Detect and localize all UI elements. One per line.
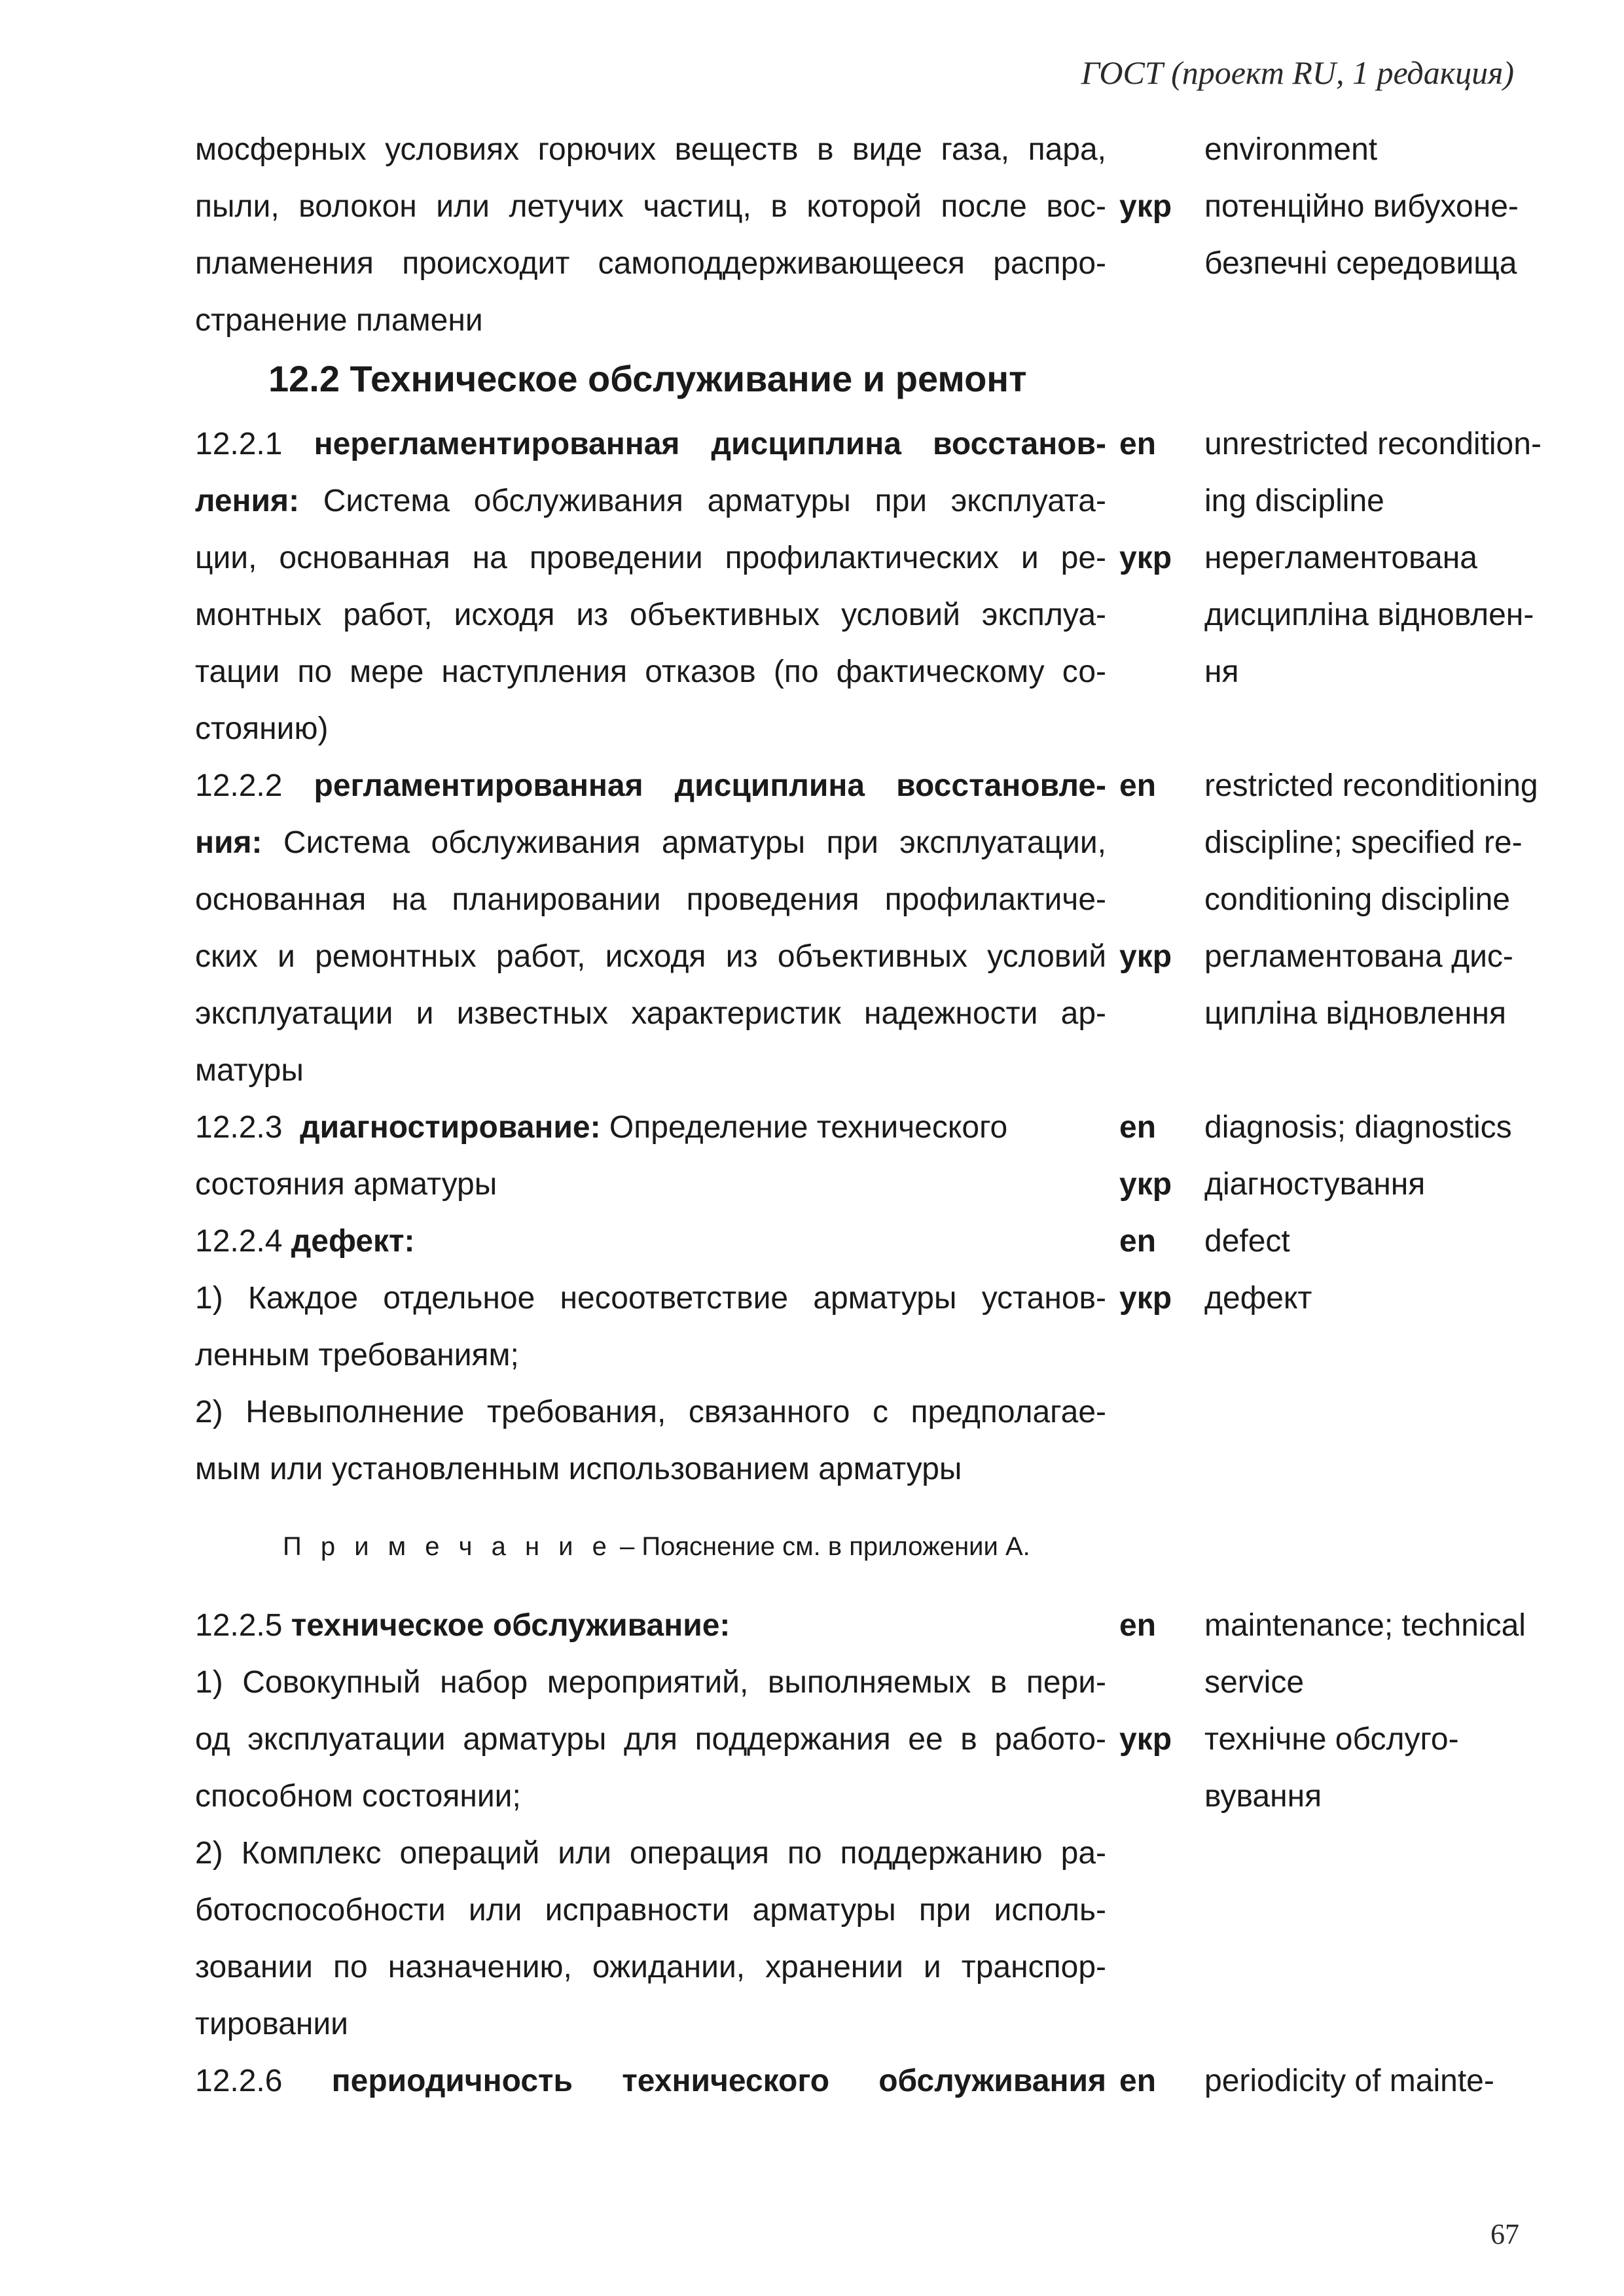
t1-uk-line-1: нерегламентована [1204, 541, 1477, 575]
intro-line-1: мосферных условиях горючих веществ в виде газа, пара, [195, 132, 1106, 167]
intro-line-3: пламенения происходит самоподдерживающееся распро- [195, 246, 1106, 281]
t1-en-line-1: unrestricted recondition- [1204, 427, 1542, 461]
t2-line-2 [195, 814, 1106, 871]
note-label: П р и м е ч а н и е [283, 1532, 613, 1561]
t1-line-1 [195, 416, 1106, 473]
t5-num: 12.2.5 [195, 1608, 283, 1643]
t4-en-label: en [1119, 1224, 1157, 1259]
t1-uk-line-3: ня [1204, 655, 1239, 689]
t1-line-2 [195, 473, 1106, 529]
t5-line-3: од эксплуатации арматуры для поддержания ее в работо- [195, 1722, 1106, 1757]
t1-term-2: ления: [195, 484, 300, 518]
t1-en-label: en [1119, 427, 1157, 461]
intro-line-4: странение пламени [195, 303, 483, 338]
intro-en-tail: environment [1204, 132, 1378, 167]
t2-uk-line-1: регламентована дис- [1204, 939, 1513, 974]
t5-line-4: способном состоянии; [195, 1779, 521, 1814]
t4-line-3: ленным требованиям; [195, 1338, 519, 1372]
t3-uk-label: укр [1119, 1167, 1172, 1202]
t2-term-2: ния: [195, 825, 262, 860]
t3-num: 12.2.3 [195, 1110, 283, 1145]
t2-en-label: en [1119, 768, 1157, 803]
section-heading: 12.2 Техническое обслуживание и ремонт [268, 358, 1027, 399]
t2-line-5: эксплуатации и известных характеристик надежности ар- [195, 996, 1106, 1031]
t2-en-line-2: discipline; specified re- [1204, 825, 1523, 860]
t6-en-label: en [1119, 2064, 1157, 2098]
document-header: ГОСТ (проект RU, 1 редакция) [1081, 54, 1514, 91]
t1-uk-label: укр [1119, 541, 1172, 575]
t3-line-1 [195, 1099, 1106, 1156]
t5-en-label: en [1119, 1608, 1157, 1643]
t5-uk-line-2: вування [1204, 1779, 1322, 1814]
t2-def-1: Система обслуживания арматуры при эксплуатации, [283, 825, 1106, 860]
t4-num: 12.2.4 [195, 1224, 283, 1259]
t3-def-1: Определение технического [609, 1110, 1008, 1145]
t6-word-1: периодичность [331, 2064, 573, 2098]
t3-line-2: состояния арматуры [195, 1167, 497, 1202]
t1-term-1: нерегламентированная дисциплина восстанов- [314, 427, 1106, 461]
t6-num: 12.2.6 [195, 2064, 283, 2098]
t6-word-3: обслуживания [878, 2064, 1106, 2098]
intro-uk-label: укр [1119, 189, 1172, 224]
t3-en: diagnosis; diagnostics [1204, 1110, 1512, 1145]
t1-def-1: Система обслуживания арматуры при эксплуата- [323, 484, 1106, 518]
t1-uk-line-2: дисципліна відновлен- [1204, 598, 1534, 632]
intro-uk-line-1: потенційно вибухоне- [1204, 189, 1519, 224]
t4-line-5: мым или установленным использованием арматуры [195, 1452, 962, 1486]
t3-en-label: en [1119, 1110, 1157, 1145]
t3-uk: діагностування [1204, 1167, 1426, 1202]
t1-line-4: монтных работ, исходя из объективных условий эксплуа- [195, 598, 1106, 632]
t1-line-3: ции, основанная на проведении профилактических и ре- [195, 541, 1106, 575]
t2-line-3: основанная на планировании проведения профилактиче- [195, 882, 1106, 917]
t5-uk-line-1: технічне обслуго- [1204, 1722, 1459, 1757]
t4-uk: дефект [1204, 1281, 1312, 1316]
t4-en: defect [1204, 1224, 1290, 1259]
t3-term: диагностирование: [300, 1110, 601, 1145]
t5-line-6: ботоспособности или исправности арматуры при исполь- [195, 1893, 1106, 1928]
intro-line-2: пыли, волокон или летучих частиц, в которой после вос- [195, 189, 1106, 224]
t2-num: 12.2.2 [195, 768, 283, 803]
t4-uk-label: укр [1119, 1281, 1172, 1316]
t4-term: дефект: [291, 1224, 415, 1259]
t2-term-1: регламентированная дисциплина восстановле- [314, 768, 1106, 803]
t5-line-8: тировании [195, 2007, 348, 2041]
t5-term: техническое обслуживание: [291, 1608, 731, 1643]
t6-en: periodicity of mainte- [1204, 2064, 1494, 2098]
t1-en-line-2: ing discipline [1204, 484, 1384, 518]
note [283, 1518, 1030, 1575]
note-text: – Пояснение см. в приложении А. [612, 1532, 1030, 1561]
t5-uk-label: укр [1119, 1722, 1172, 1757]
page-number: 67 [1490, 2218, 1519, 2250]
t2-line-6: матуры [195, 1053, 304, 1088]
t5-line-7: зовании по назначению, ожидании, хранении и транспор- [195, 1950, 1106, 1984]
t5-line-1 [195, 1597, 1106, 1654]
t2-line-4: ских и ремонтных работ, исходя из объективных условий [195, 939, 1106, 974]
t2-line-1 [195, 757, 1106, 814]
t4-line-1 [195, 1213, 1106, 1270]
t6-line-1 [195, 2053, 1106, 2109]
t5-en-line-2: service [1204, 1665, 1305, 1700]
t5-line-5: 2) Комплекс операций или операция по поддержанию ра- [195, 1836, 1106, 1871]
t2-en-line-1: restricted reconditioning [1204, 768, 1538, 803]
t2-en-line-3: conditioning discipline [1204, 882, 1510, 917]
t5-line-2: 1) Совокупный набор мероприятий, выполняемых в пери- [195, 1665, 1106, 1700]
t4-line-4: 2) Невыполнение требования, связанного с предполагае- [195, 1395, 1106, 1429]
t4-line-2: 1) Каждое отдельное несоответствие арматуры установ- [195, 1281, 1106, 1316]
t2-uk-label: укр [1119, 939, 1172, 974]
t1-line-6: стоянию) [195, 711, 329, 746]
t2-uk-line-2: ципліна відновлення [1204, 996, 1506, 1031]
t1-num: 12.2.1 [195, 427, 283, 461]
t1-line-5: тации по мере наступления отказов (по фактическому со- [195, 655, 1106, 689]
t6-word-2: технического [622, 2064, 830, 2098]
t5-en-line-1: maintenance; technical [1204, 1608, 1526, 1643]
intro-uk-line-2: безпечні середовища [1204, 246, 1517, 281]
